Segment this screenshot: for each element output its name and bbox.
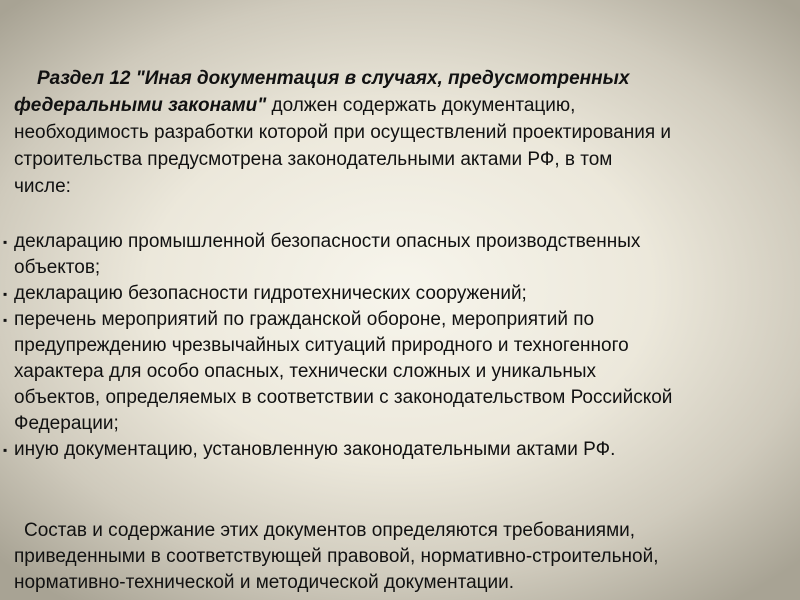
bullet-marker-4: ▪	[3, 443, 8, 457]
section-title-part-2: федеральными законами"	[14, 95, 267, 116]
intro-line-2	[14, 93, 575, 119]
bullet-marker-2: ▪	[3, 287, 8, 301]
outro-line-3: нормативно-технической и методической документации.	[14, 572, 515, 593]
bullet-marker-3: ▪	[3, 313, 8, 327]
bullet-3-line-4: объектов, определяемых в соответствии с законодательством Российской	[14, 387, 673, 408]
outro-line-2: приведенными в соответствующей правовой, нормативно-строительной,	[14, 546, 659, 567]
bullet-3-line-1: перечень мероприятий по гражданской обороне, мероприятий по	[14, 309, 595, 330]
bullet-3-line-3: характера для особо опасных, технически сложных и уникальных	[14, 361, 597, 382]
intro-line-4: строительства предусмотрена законодательными актами РФ, в том	[14, 149, 613, 170]
intro-line-5: числе:	[14, 176, 71, 197]
bullet-marker-1: ▪	[3, 235, 8, 249]
intro-line-1	[37, 66, 629, 92]
bullet-4-line-1: иную документацию, установленную законодательными актами РФ.	[14, 439, 616, 460]
intro-line-3: необходимость разработки которой при осуществлений проектирования и	[14, 122, 671, 143]
bullet-1-line-1: декларацию промышленной безопасности опасных производственных	[14, 231, 641, 252]
section-title-part-1: Раздел 12 "Иная документация в случаях, предусмотренных	[37, 68, 630, 89]
bullet-1-line-2: объектов;	[14, 257, 101, 278]
bullet-2-line-1: декларацию безопасности гидротехнических сооружений;	[14, 283, 527, 304]
bullet-3-line-2: предупреждению чрезвычайных ситуаций природного и техногенного	[14, 335, 629, 356]
outro-line-1: Состав и содержание этих документов определяются требованиями,	[24, 520, 636, 541]
intro-text-2: должен содержать документацию,	[266, 95, 576, 116]
bullet-3-line-5: Федерации;	[14, 413, 119, 434]
